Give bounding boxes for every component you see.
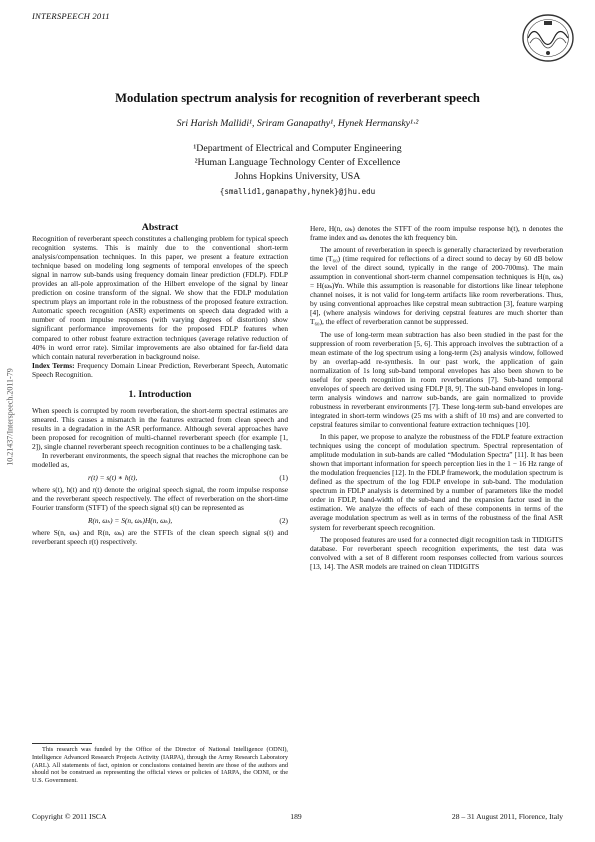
footnote-rule <box>32 743 92 744</box>
body-paragraph: The proposed features are used for a connected digit recognition task in TIDIGITS database. For reverberant speech recognition experiments, the test data was convolved with a set of 8 different room responses collected from various sources [13, 14]. The ASR models are trained on clean TIDIGITS <box>310 534 563 571</box>
conference-venue: 28 – 31 August 2011, Florence, Italy <box>451 812 563 821</box>
affiliation-line: ¹Department of Electrical and Computer Engineering <box>193 143 402 154</box>
paper-authors: Sri Harish Mallidi¹, Sriram Ganapathy¹, Hynek Hermansky¹·² <box>176 118 419 129</box>
copyright-notice: Copyright © 2011 ISCA <box>32 812 107 821</box>
introduction-heading: 1. Introduction <box>128 388 192 400</box>
equation-2-number: (2) <box>279 515 288 525</box>
right-column <box>310 224 563 571</box>
intro-paragraph: where s(t), h(t) and r(t) denote the original speech signal, the room impulse response and the reverberant speech respectively. The effect of reverberation on the short-time Fourier transform (STFT) of the speech signal s(t) can be represented as <box>32 485 288 513</box>
index-terms <box>32 361 288 379</box>
equation-2 <box>32 512 288 528</box>
side-doi: 10.21437/Interspeech.2011-79 <box>5 368 15 466</box>
abstract-body: Recognition of reverberant speech constitutes a challenging problem for typical speech recognition systems. This is mainly due to the conventional short-term analysis/compensation techniques. In this paper, we present a feature extraction technique based on modeling long segments of temporal envelopes of the speech signal in narrow sub-bands using frequency domain linear prediction (FDLP). FDLP provides an all-pole approximation of the Hilbert envelope of the signal by linear prediction on cosine transform of the signal. We show that the FDLP modulation spectrum plays an important role in the robustness of the proposed feature extraction. Automatic speech recognition (ASR) experiments on speech data degraded with a number of room impulse responses (with varying degrees of distortion) show significant performance improvements for the proposed FDLP features when compared to other robust feature extraction techniques (average relative reduction of 40% in word error rate). Similar improvements are also obtained for far-field data which contain natural reverberation in background noise. <box>32 234 288 361</box>
conference-name: INTERSPEECH 2011 <box>32 11 110 21</box>
equation-1 <box>32 469 288 485</box>
index-terms-label: Index Terms: <box>32 360 75 370</box>
interspeech-logo-icon <box>521 13 575 63</box>
body-paragraph: Here, H(n, ωₖ) denotes the STFT of the room impulse response h(t), n denotes the frame index and ωₖ denotes the kth frequency bin. <box>310 224 563 243</box>
index-terms-text: Frequency Domain Linear Prediction, Reverberant Speech, Automatic Speech Recognition. <box>32 360 289 379</box>
intro-paragraph: When speech is corrupted by room reverberation, the short-term spectral estimates are smeared. This causes a mismatch in the features extracted from clean speech and results in a degradation in the ASR performance. Although several approaches have been proposed for recognition of multi-channel reverberant speech (for example [1, 2]), single channel reverberant speech recognition continues to be a challenging task. <box>32 405 288 451</box>
body-paragraph: The use of long-term mean subtraction has also been studied in the past for the suppression of room reverberation [5, 6]. This approach involves the subtraction of a mean estimate of the log spectrum using a long-term (2s) analysis window, followed by an overlap-add re-synthesis. In our past work, the application of gain normalization of 1s long sub-band temporal envelopes has also been shown to be useful for speech recognition in room reverberations [7]. Sub-band temporal envelopes of speech are derived using FDLP [8, 9]. The sub-band envelopes in long-term analysis windows and narrow sub-bands, are gain normalized to provide robustness in reverberant environments [7]. These long-term sub-band envelopes are integrated in short-term windows (25 ms with a shift of 10 ms) and are converted to cepstral features similar to conventional feature extraction techniques [10]. <box>310 329 563 429</box>
paper-title: Modulation spectrum analysis for recognition of reverberant speech <box>115 91 480 105</box>
abstract-heading: Abstract <box>141 222 179 233</box>
affiliation-line: ²Human Language Technology Center of Excellence <box>194 157 401 168</box>
intro-paragraph: In reverberant environments, the speech signal that reaches the microphone can be modelled as, <box>32 450 288 470</box>
body-paragraph: The amount of reverberation in speech is generally characterized by reverberation time (T₆₀) (time required for reflections of a direct sound to decay by 60 dB below the level of the direct sound, typically in the range of 200-700ms). The main assumption in conventional short-term channel compensation techniques is H(n, ωₖ) = H(ωₖ)∀n. While this assumption is reasonable for distortions like linear telephone channel noises, it is not valid for long-term artifacts like room reverberations. Thus, by using conventional approaches like cepstral mean subtraction [3], feature warping [4], (where analysis windows for deriving cepstral features are much shorter than T₆₀), the effect of reverberation cannot be suppressed. <box>310 245 563 327</box>
funding-footnote: This research was funded by the Office of the Director of National Intelligence (ODNI), Intelligence Advanced Research Projects Activity (IARPA), through the Army Research Laboratory (ARL). All statements of fact, opinion or conclusions contained herein are those of the authors and should not be construed as representing the official views or policies of IARPA, the ODNI, or the U.S. Government. <box>32 746 288 785</box>
affiliation-line: Johns Hopkins University, USA <box>234 171 361 182</box>
equation-2-body: R(n, ωₖ) = S(n, ωₖ)H(n, ωₖ), <box>88 515 173 525</box>
page-number: 189 <box>290 812 302 821</box>
equation-1-body: r(t) = s(t) ∗ h(t), <box>88 472 138 482</box>
intro-paragraph: where S(n, ωₖ) and R(n, ωₖ) are the STFTs of the clean speech signal s(t) and reverberant speech r(t) respectively. <box>32 528 288 547</box>
equation-1-number: (1) <box>279 472 288 482</box>
author-email: {smallid1,ganapathy,hynek}@jhu.edu <box>219 187 376 196</box>
left-column <box>32 222 288 546</box>
body-paragraph: In this paper, we propose to analyze the robustness of the FDLP feature extraction techniques using the concept of modulation spectrum. Spectral representation of amplitude modulation in sub-bands are called “Modulation Spectra” [11]. It has been shown that important information for speech perception lies in the 1 − 16 Hz range of the modulation frequencies [12]. In the FDLP framework, the modulation spectrum is defined as the spectrum of the log FDLP envelope in sub-band. The modulation spectrum in FDLP analysis is determined by a number of parameters like the model order in FDLP, band-width of the sub-band and the expansion factor used in the estimation. We analyze the effects of each of these components in terms of the average modulation spectrum as well as in terms of the robustness of the final ASR system for reverberant speech recognition. <box>310 432 563 532</box>
